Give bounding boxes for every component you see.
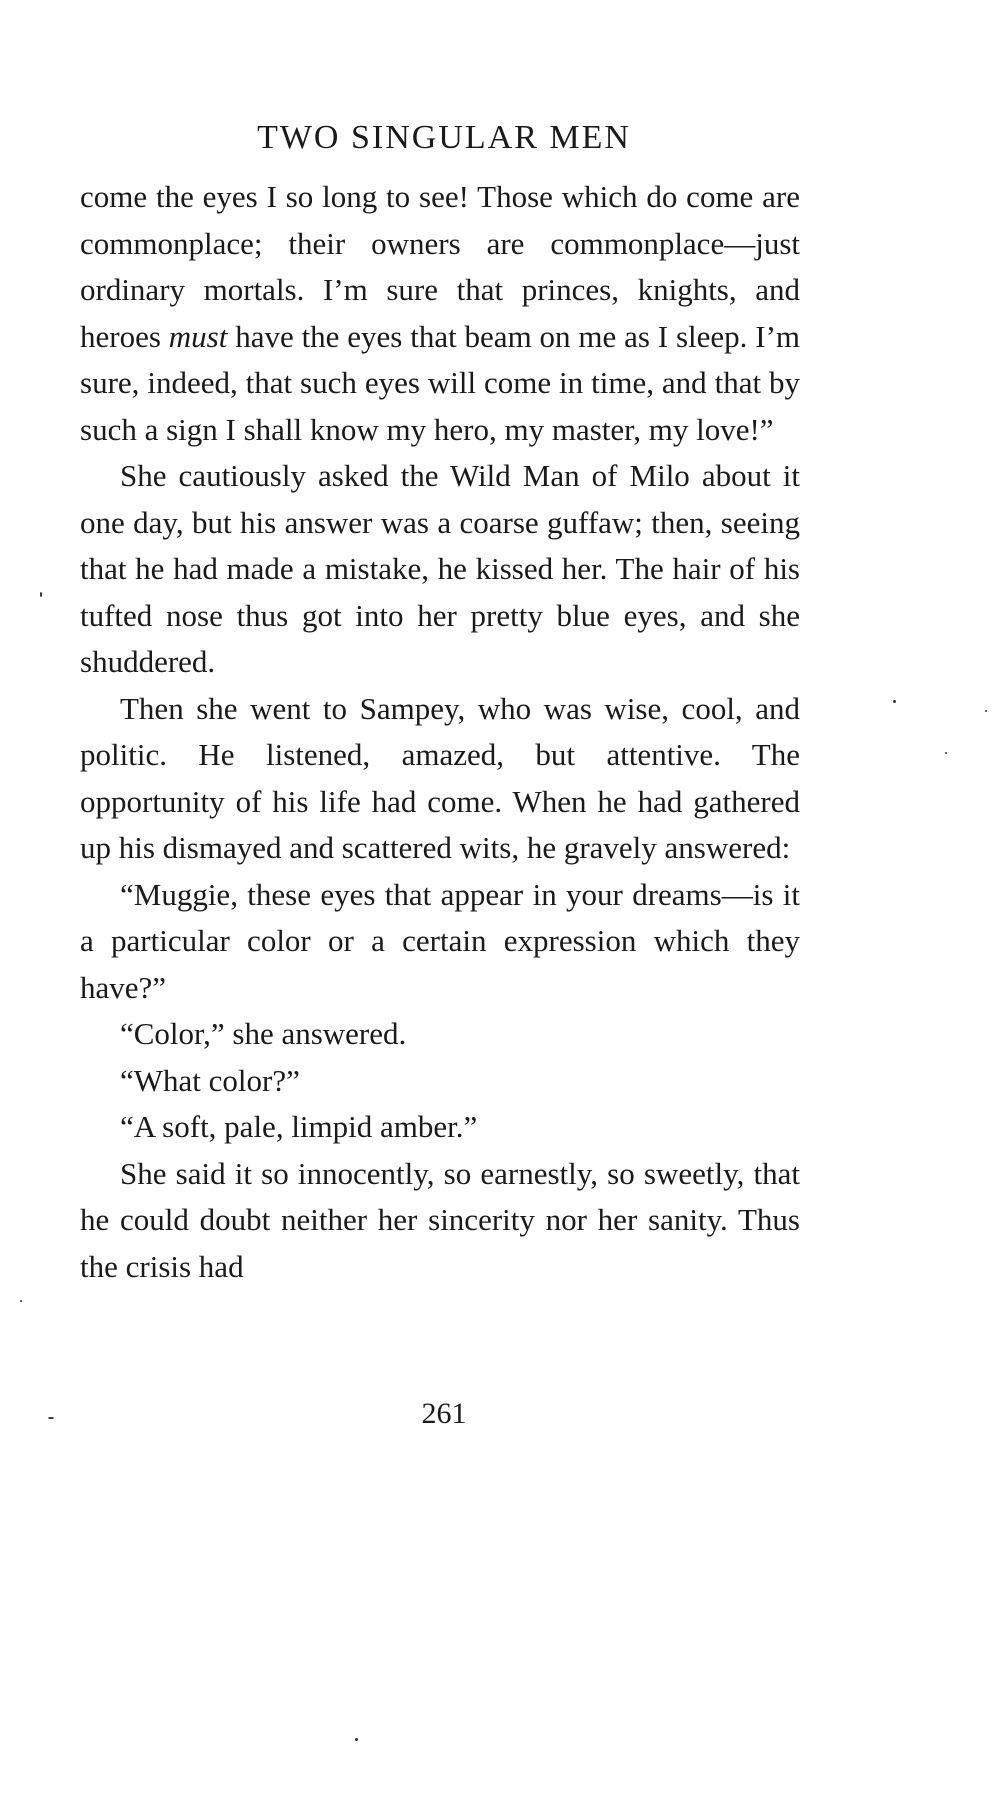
paragraph-5: “Color,” she answered. xyxy=(120,1016,407,1051)
scan-speck xyxy=(355,1738,358,1741)
paragraph-3: Then she went to Sampey, who was wise, cool, and politic. He listened, amazed, but attentive. The opportunity of his life had come. When he had gathered up his dismayed and scattered wits, he gravely answered: xyxy=(80,690,800,865)
scan-speck xyxy=(40,592,42,597)
paragraph-6: “What color?” xyxy=(120,1062,300,1098)
paragraph-7: “A soft, pale, limpid amber.” xyxy=(120,1109,478,1144)
paragraph-8: She said it so innocently, so earnestly, so sweetly, that he could doubt neither her sincerity nor her sanity. Thus the crisis had xyxy=(80,1155,800,1284)
running-head: TWO SINGULAR MEN xyxy=(257,119,631,156)
page-number: 261 xyxy=(421,1397,467,1430)
scan-speck xyxy=(48,1417,54,1419)
paragraph-2: She cautiously asked the Wild Man of Milo about it one day, but his answer was a coarse guffaw; then, seeing that he had made a mistake, he kissed her. The hair of his tufted nose thus got into her pretty blue eyes, and she shuddered. xyxy=(80,458,800,679)
paragraph-4: “Muggie, these eyes that appear in your dreams—is it a particular color or a certain expression which they have?” xyxy=(80,876,800,1005)
scan-speck xyxy=(893,700,896,703)
scan-speck xyxy=(985,710,987,712)
scan-speck xyxy=(20,1300,22,1302)
paragraph-1-text-end: have the eyes that beam on me as I sleep. I’m sure, indeed, that such eyes will come in time, and that by such a sign I shall know my hero, my master, my love!” xyxy=(80,318,801,447)
paragraph-1 xyxy=(80,174,800,453)
body-text xyxy=(80,174,800,1290)
paragraph-1-text: come the eyes I so long to see! Those which do come are commonplace; their owners are commonplace—just ordinary mortals. I’m sure that princes, knights, and heroes xyxy=(80,179,800,354)
scan-speck xyxy=(945,752,947,754)
emphasized-word: must xyxy=(168,318,228,354)
